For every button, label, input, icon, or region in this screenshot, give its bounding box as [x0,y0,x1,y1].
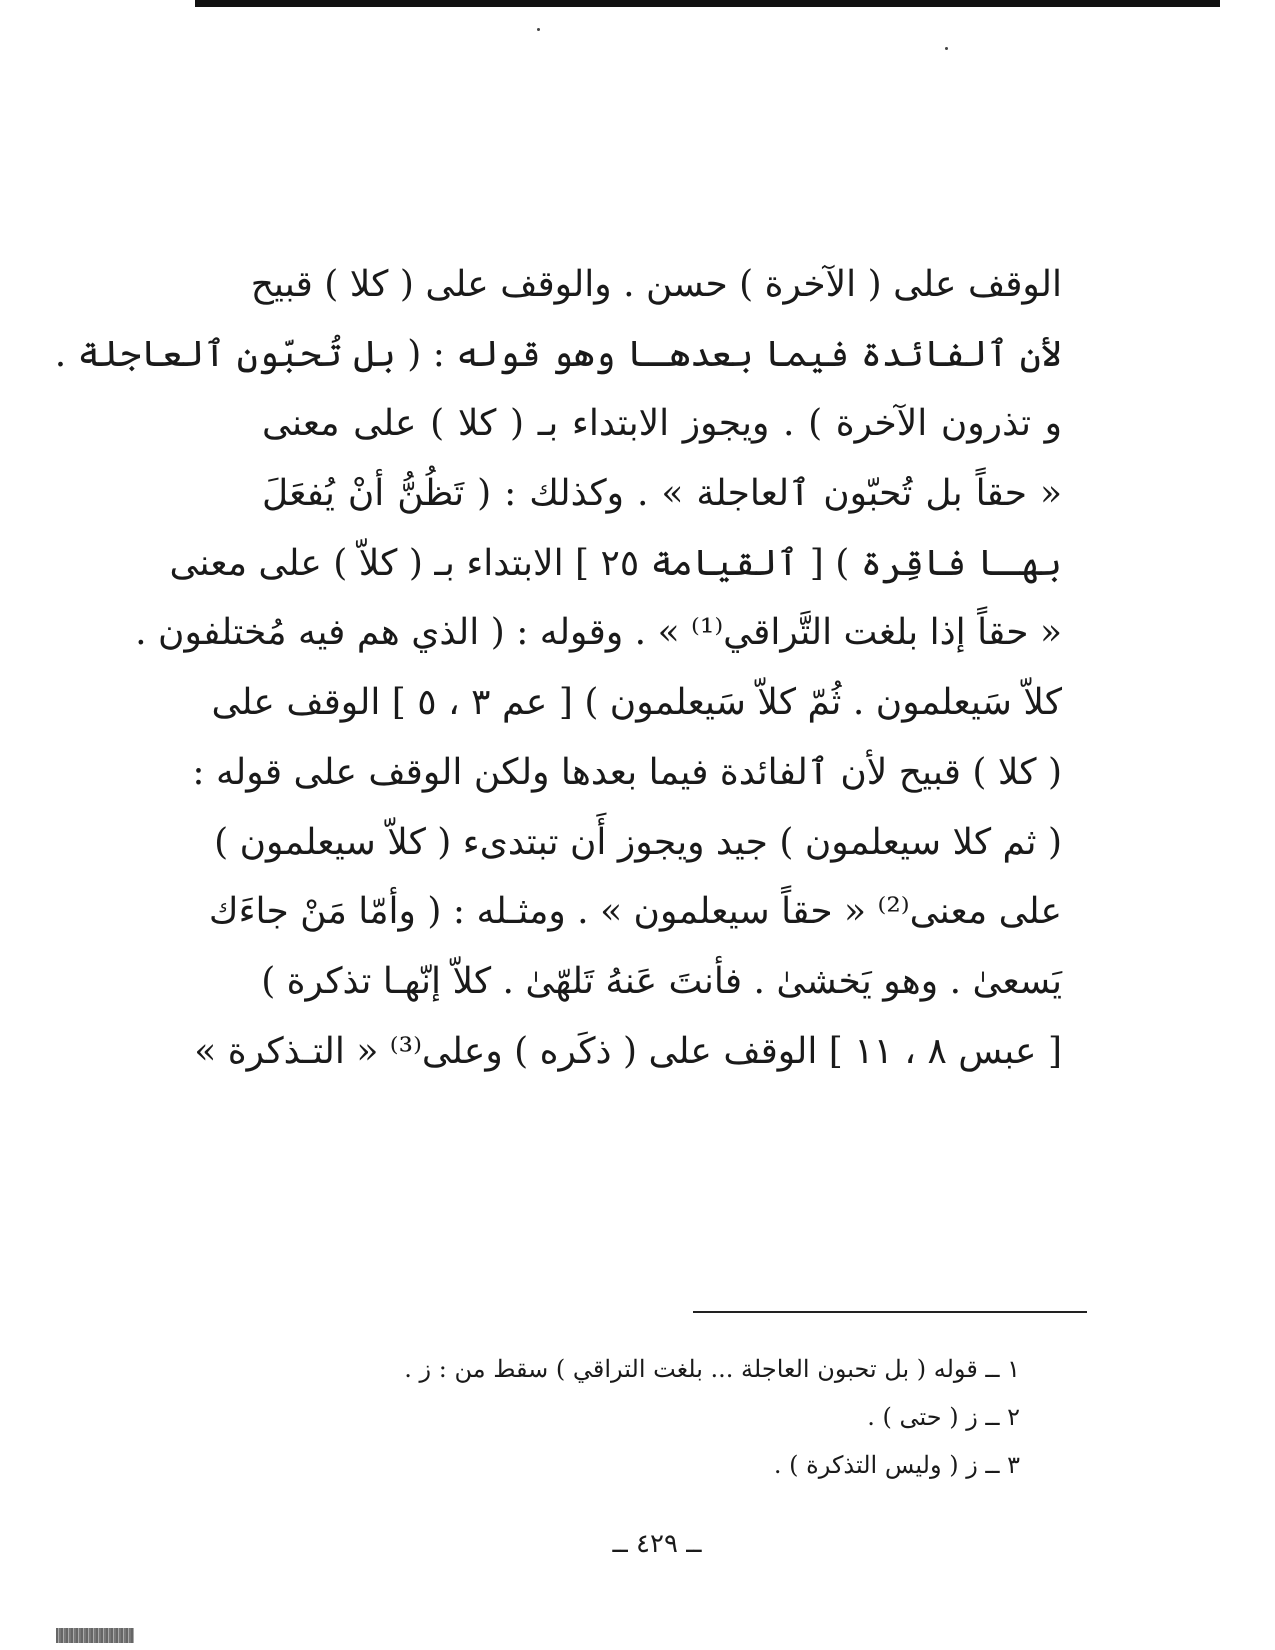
text-line: كلاّ سَيعلمون . ثُمّ كلاّ سَيعلمون ) [ عم ٣ ، ٥ ] الوقف على [211,682,1062,724]
scan-speck [945,47,948,50]
text-line: على معنى⁽²⁾ « حقاً سيعلمون » . ومثـله : ( وأمّا مَنْ جاءَك [208,891,1062,933]
footnote-1: ١ ــ قوله ( بل تحبون العاجلة ... بلغت التراقي ) سقط من : ز . [404,1355,1020,1383]
footnote-3: ٣ ــ ز ( وليس التذكرة ) . [773,1451,1020,1479]
text-line: « حقاً بل تُحبّون ٱلعاجلة » . وكذلك : ( تَظُنُّ أنْ يُفعَلَ [262,473,1062,515]
footnotes [320,1345,1020,1489]
text-line: [ عبس ٨ ، ١١ ] الوقف على ( ذكَره ) وعلى⁽³⁾ « التـذكرة » [194,1030,1062,1072]
footnote-separator [693,1311,1087,1313]
scan-speck [537,28,540,31]
text-line: ( كلا ) قبيح لأن ٱلفائدة فيما بعدها ولكن الوقف على قوله : [192,751,1062,793]
text-line: بهـا فاقِرة ) [ ٱلقيامة ٢٥ ] الابتداء بـ ( كلاّ ) على معنى [169,542,1062,584]
text-line: لأن ٱلفائدة فيما بعدهـا وهو قوله : ( بل تُحبّون ٱلعاجلة . [54,333,1062,375]
scan-artifact [56,1628,134,1643]
text-line: ( ثم كلا سيعلمون ) جيد ويجوز أَن تبتدىء ( كلاّ سيعلمون ) [214,821,1062,863]
main-text [54,250,1062,1086]
text-line: الوقف على ( الآخرة ) حسن . والوقف على ( كلا ) قبيح [250,264,1062,305]
text-line: « حقاً إذا بلغت التَّراقي⁽¹⁾ » . وقوله : ( الذي هم فيه مُختلفون . [135,612,1062,654]
footnote-2: ٢ ــ ز ( حتى ) . [867,1403,1020,1431]
page-number: ــ ٤٢٩ ــ [612,1529,702,1559]
text-line: يَسعىٰ . وهو يَخشىٰ . فأنتَ عَنهُ تَلهّىٰ . كلاّ إنّهـا تذكرة ) [261,960,1062,1002]
text-line: و تذرون الآخرة ) . ويجوز الابتداء بـ ( كلا ) على معنى [262,403,1062,445]
top-border-line [195,0,1220,7]
